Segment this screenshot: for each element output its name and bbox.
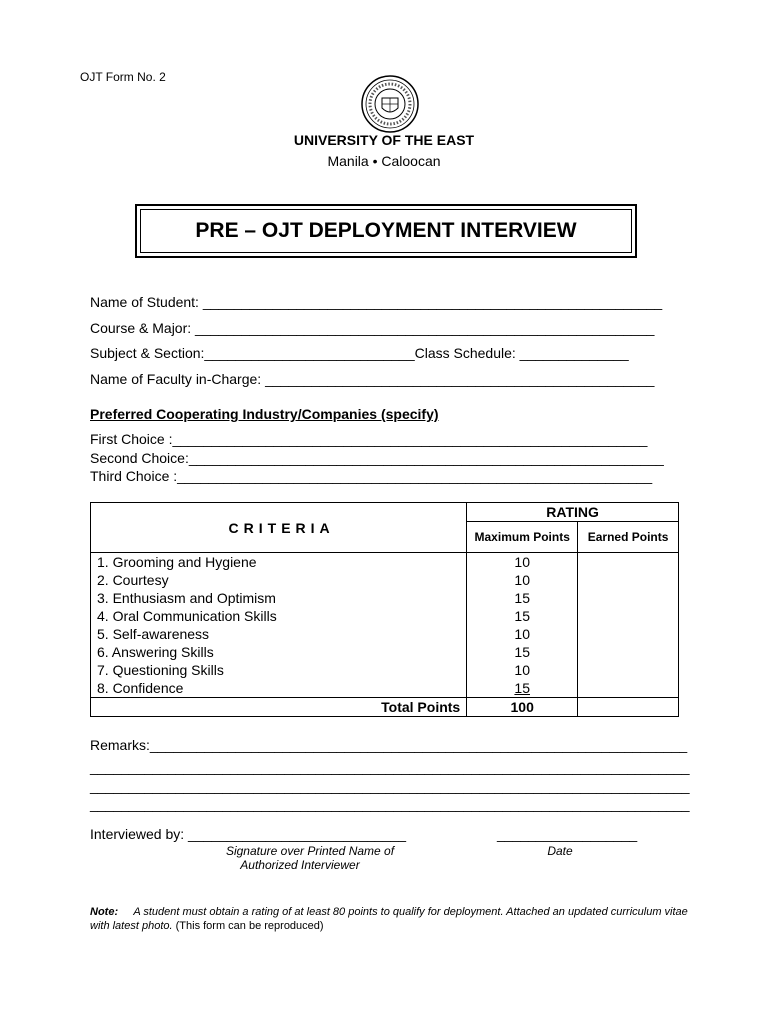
table-row [91,571,679,589]
form-title-box [135,204,637,258]
criteria-table [90,502,679,717]
signature-caption: Signature over Printed Name of [225,844,395,858]
date-caption: Date [547,844,573,858]
table-row [91,607,679,625]
note-tail: (This form can be reproduced) [172,920,324,932]
total-label: Total Points [91,698,467,717]
remarks-line[interactable]: _____________________________________________________________________________ [90,759,690,775]
criteria-label: 6. Answering Skills [91,643,467,661]
university-name: UNIVERSITY OF THE EAST [293,132,475,148]
max-points: 15 [514,680,530,696]
form-title: PRE – OJT DEPLOYMENT INTERVIEW [140,209,632,253]
university-seal-icon [360,74,420,134]
total-row [91,698,679,717]
signature-caption-2: Authorized Interviewer [240,858,360,872]
max-points: 10 [467,571,578,589]
criteria-label: 3. Enthusiasm and Optimism [91,589,467,607]
criteria-label: 5. Self-awareness [91,625,467,643]
earned-points-cell[interactable] [578,607,679,625]
table-row [91,643,679,661]
earned-points-cell[interactable] [578,643,679,661]
total-value: 100 [467,698,578,717]
earned-points-cell[interactable] [578,661,679,679]
table-row [91,625,679,643]
earned-points-cell[interactable] [578,589,679,607]
earned-points-cell[interactable] [578,571,679,589]
max-points-cell [467,679,578,698]
note-body: A student must obtain a rating of at least 80 points to qualify for deployment. Attached an updated curriculum vitae with latest photo. [90,906,688,932]
max-points: 15 [467,643,578,661]
table-row [91,553,679,572]
rating-header: RATING [467,503,679,522]
criteria-label: 7. Questioning Skills [91,661,467,679]
student-name-field[interactable]: Name of Student: ___________________________________________________________ [90,294,663,310]
course-major-field[interactable]: Course & Major: ___________________________________________________________ [90,320,655,336]
form-number: OJT Form No. 2 [80,70,166,84]
table-row [91,661,679,679]
second-choice-field[interactable]: Second Choice:_____________________________________________________________ [90,450,664,466]
criteria-label: 8. Confidence [91,679,467,698]
criteria-header: CRITERIA [91,503,467,553]
max-points: 10 [467,625,578,643]
criteria-label: 4. Oral Communication Skills [91,607,467,625]
criteria-label: 1. Grooming and Hygiene [91,553,467,572]
faculty-field[interactable]: Name of Faculty in-Charge: __________________________________________________ [90,371,655,387]
preferred-companies-heading: Preferred Cooperating Industry/Companies (specify) [90,406,439,422]
campus-names: Manila • Caloocan [327,153,441,169]
earned-points-cell[interactable] [578,625,679,643]
note-label: Note: [90,906,119,918]
max-points: 10 [467,661,578,679]
total-earned-cell[interactable] [578,698,679,717]
remarks-field[interactable]: Remarks:_____________________________________________________________________ [90,737,688,753]
max-points: 15 [467,607,578,625]
earned-points-header: Earned Points [578,522,679,553]
criteria-label: 2. Courtesy [91,571,467,589]
max-points: 15 [467,589,578,607]
first-choice-field[interactable]: First Choice :_____________________________________________________________ [90,431,648,447]
third-choice-field[interactable]: Third Choice :_____________________________________________________________ [90,468,653,484]
max-points-header: Maximum Points [467,522,578,553]
table-row [91,679,679,698]
earned-points-cell[interactable] [578,553,679,572]
earned-points-cell[interactable] [578,679,679,698]
interviewed-by-field[interactable]: Interviewed by: ____________________________ [90,826,407,842]
max-points: 10 [467,553,578,572]
subject-section-field[interactable]: Subject & Section:___________________________Class Schedule: ______________ [90,345,629,361]
remarks-line[interactable]: _____________________________________________________________________________ [90,796,690,812]
note-text [90,905,690,933]
table-row [91,589,679,607]
date-field[interactable]: __________________ [497,826,638,842]
remarks-line[interactable]: _____________________________________________________________________________ [90,778,690,794]
